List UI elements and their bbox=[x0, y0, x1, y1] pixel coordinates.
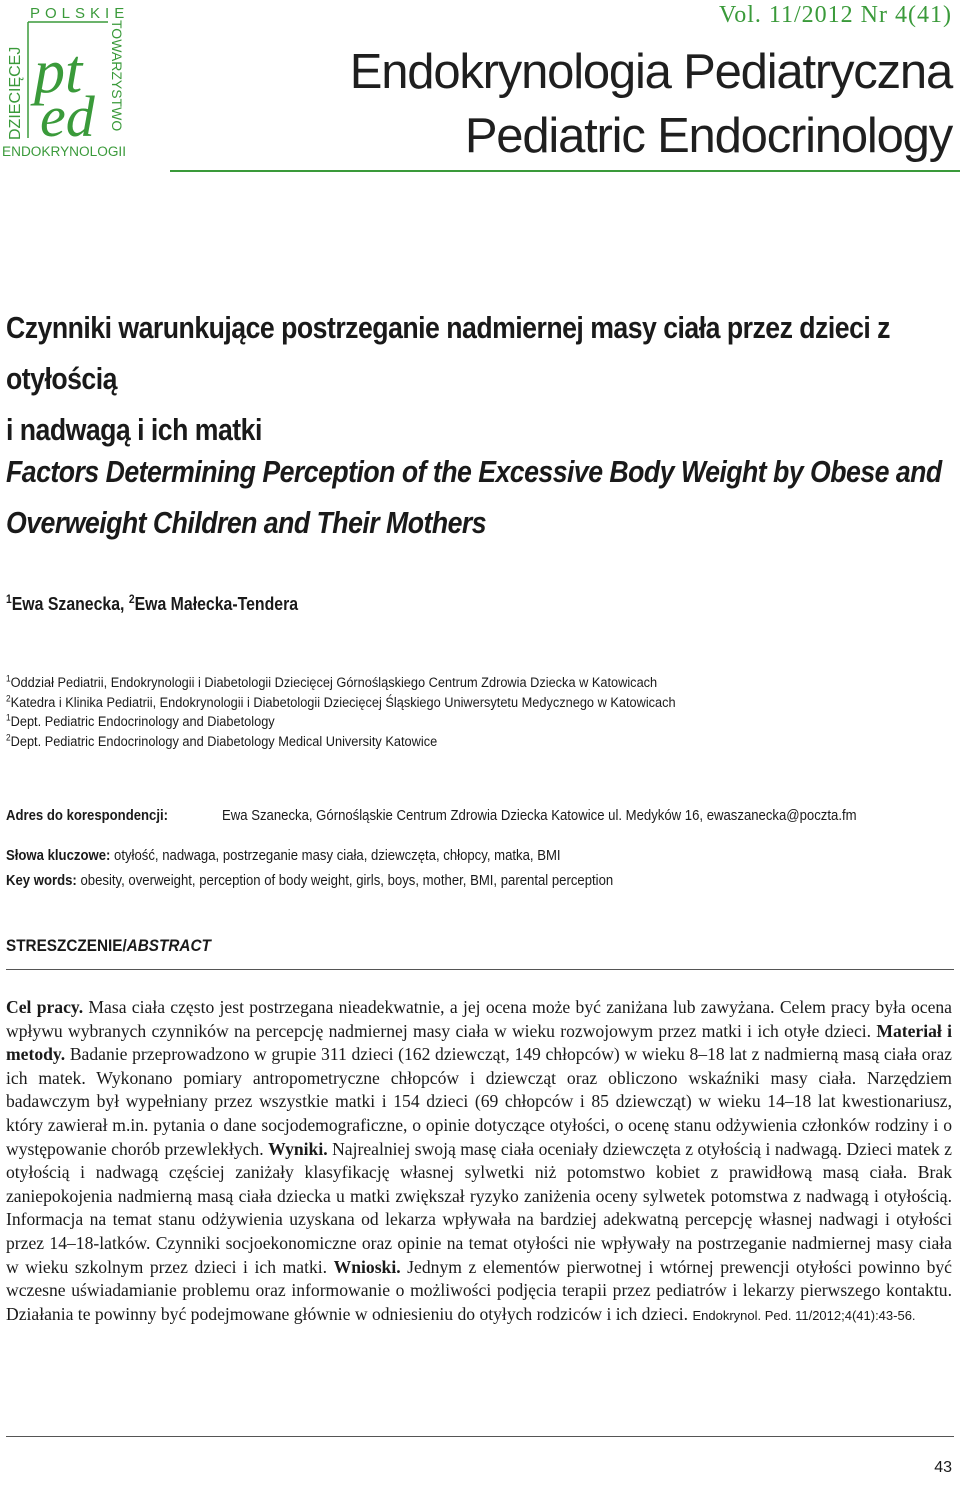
logo-mark-bottom: ed bbox=[40, 84, 95, 149]
abstract-top-rule bbox=[6, 969, 954, 970]
author-name: Ewa Małecka-Tendera bbox=[134, 594, 299, 614]
abstract-body: Cel pracy. Masa ciała często jest postrzegana nieadekwatnie, a jej ocena może być zaniżana lub zawyżana. Celem pracy była ocena wpływu wybranych czynników na percepcję nadmiernej masy ciała w wieku rozwojowym przez matki i ich otyłe dzieci. Materiał i metody. Badanie przeprowadzono w grupie 311 dzieci (162 dziewcząt, 149 chłopców) w wieku 8–18 lat z nadmierną masą ciała oraz ich matek. Wykonano pomiary antropometryczne chłopców i dziewcząt oraz obliczono wskaźniki masy ciała. Narzędziem badawczym był wypełniany przez wszystkie matki i 154 dzieci (69 chłopców i 85 dziewcząt) w wieku 14–18 lat kwestionariusz, który zawierał m.in. pytania o dane socjodemograficzne, o opinie dotyczące otyłości, o ocenę stanu odżywienia członków rodziny i o występowanie chorób przewlekłych. Wyniki. Najrealniej swoją masę ciała oceniały dziewczęta z otyłością i nadwagą. Dzieci matek z otyłością i nadwagą częściej zaniżały klasyfikację własnej sylwetki niż potomstwo kobiet z prawidłową masą ciała. Brak zaniepokojenia nadmierną masą ciała dziecka u matki zwiększał ryzyko zaniżenia oceny sylwetek potomstwa z nadwagą i otyłością. Informacja na temat stanu odżywienia uzyskana od lekarza wpływała na bardziej adekwatną percepcję własnej nadwagi i otyłości przez 14–18-latków. Czynniki socjoekonomiczne oraz opinie na temat otyłości nie wpływały na postrzeganie nadmiernej masy ciała w wieku szkolnym przez dzieci i ich matki. Wnioski. Jednym z elementów pierwotnej i wtórnej prewencji otyłości powinno być wczesne uświadamianie problemu oraz informowanie o możliwości podjęcia terapii przez pediatrów i lekarzy pierwszego kontaktu. Działania te powinny być podejmowane głównie w odniesieniu do otyłych rodziców i ich dzieci. Endokrynol. Ped. 11/2012;4(41):43-56. bbox=[6, 997, 952, 1324]
journal-title-pl: Endokrynologia Pediatryczna bbox=[349, 45, 952, 99]
affiliation: $^2$Katedra i Klinika Pediatrii, Endokrynologii i Diabetologii Dziecięcej Śląskiego Uniwersytetu Medycznego w Katowicach bbox=[6, 692, 676, 711]
affiliation: $^1$Oddział Pediatrii, Endokrynologii i Diabetologii Dziecięcej Górnośląskiego Centrum Zdrowia Dziecka w Katowicach bbox=[6, 673, 658, 691]
article-title-pl bbox=[6, 302, 952, 455]
keywords-pl bbox=[6, 848, 561, 864]
affiliation: $^1$Dept. Pediatric Endocrinology and Diabetology bbox=[6, 712, 275, 731]
keywords-pl-label: Słowa kluczowe: bbox=[6, 848, 111, 864]
correspondence-text: Ewa Szanecka, Górnośląskie Centrum Zdrowia Dziecka Katowice ul. Medyków 16, ewaszanecka@poczta.fm bbox=[222, 808, 857, 824]
title-pl-line-1: Czynniki warunkujące postrzeganie nadmiernej masy ciała przez dzieci z otyłością bbox=[6, 310, 890, 396]
logo-left-vertical: DZIECIĘCEJ bbox=[7, 46, 24, 140]
journal-title-en: Pediatric Endocrinology bbox=[464, 109, 952, 163]
correspondence-label: Adres do korespondencji: bbox=[6, 808, 169, 824]
author-name: Ewa Szanecka bbox=[11, 594, 121, 614]
logo-mark-top: pt bbox=[34, 38, 83, 106]
affiliations bbox=[6, 674, 676, 752]
title-en-line-1: Factors Determining Perception of the Excessive Body Weight by Obese and bbox=[6, 454, 942, 489]
abstract-bottom-rule bbox=[6, 1436, 954, 1437]
author-sup: 2 bbox=[128, 593, 135, 606]
authors: $^1$Ewa Szanecka, $^2$Ewa Małecka-Tendera bbox=[6, 593, 299, 614]
page-number: 43 bbox=[934, 1459, 952, 1476]
affiliation: $^2$Dept. Pediatric Endocrinology and Diabetology Medical University Katowice bbox=[6, 732, 438, 750]
logo-right-vertical: TOWARZYSTWO bbox=[109, 20, 125, 132]
abstract-heading: STRESZCZENIE/ABSTRACT bbox=[6, 936, 211, 955]
keywords-en bbox=[6, 873, 613, 889]
volume-info: Vol. 11/2012 Nr 4(41) bbox=[719, 2, 952, 28]
keywords-en-label: Key words: bbox=[6, 873, 77, 889]
logo-top-text: POLSKIE bbox=[30, 5, 130, 22]
header-divider bbox=[170, 170, 960, 172]
title-en-line-2: Overweight Children and Their Mothers bbox=[6, 505, 487, 540]
citation: Endokrynol. Ped. 11/2012;4(41):43-56. bbox=[692, 1307, 916, 1323]
keywords-pl-text: otyłość, nadwaga, postrzeganie masy ciała, dziewczęta, chłopcy, matka, BMI bbox=[114, 848, 561, 864]
society-logo bbox=[0, 0, 130, 160]
logo-bottom-text: ENDOKRYNOLOGII bbox=[2, 144, 126, 159]
article-title-en bbox=[6, 446, 952, 548]
keywords-en-text: obesity, overweight, perception of body weight, girls, boys, mother, BMI, parental perception bbox=[80, 873, 614, 889]
title-pl-line-2: i nadwagą i ich matki bbox=[6, 412, 262, 447]
author-sup: 1 bbox=[6, 593, 12, 606]
